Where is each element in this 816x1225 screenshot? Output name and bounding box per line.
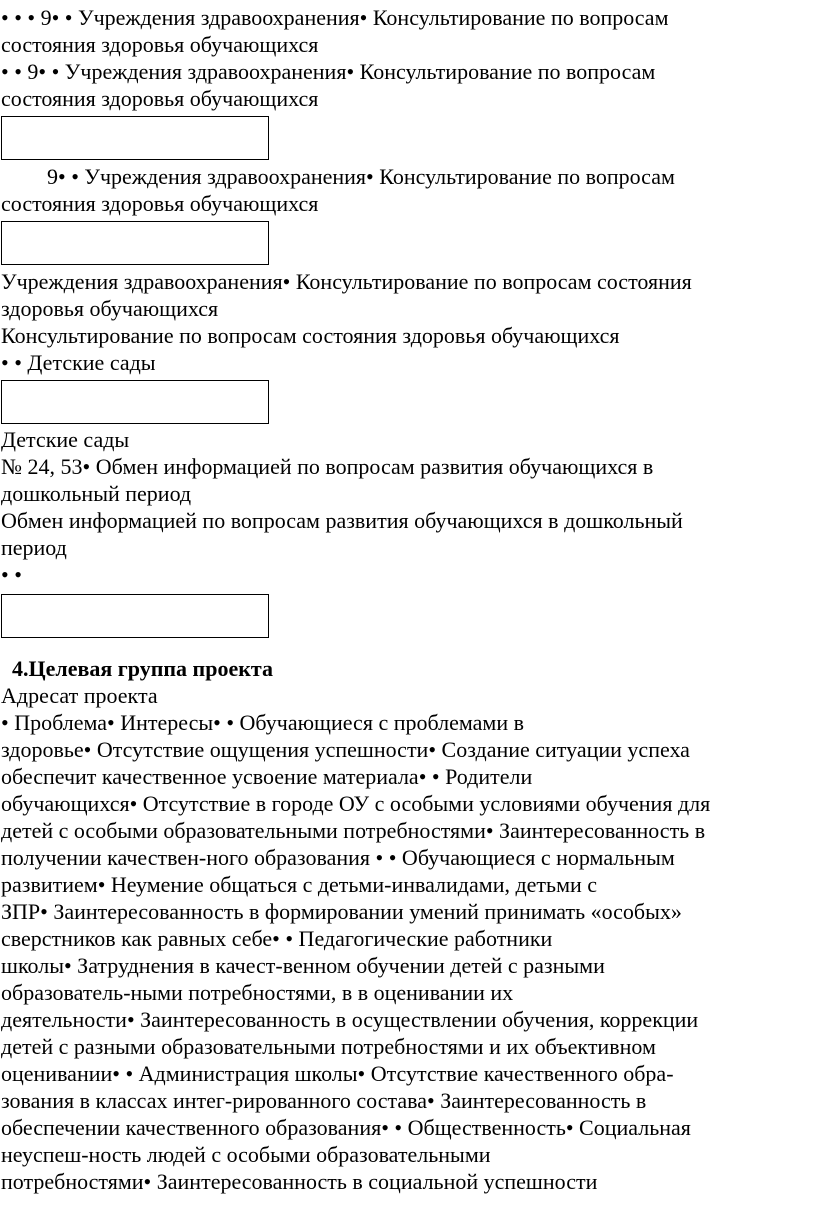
text-line: • • Детские сады xyxy=(1,350,156,375)
text-line: Детские сады xyxy=(1,427,130,452)
body-line: оценивании• • Администрация школы• Отсутствие качественного обра- xyxy=(1,1061,674,1086)
text-line: Учреждения здравоохранения• Консультирование по вопросам состояния xyxy=(1,269,692,294)
text-line: состояния здоровья обучающихся xyxy=(1,191,319,216)
body-line: • Проблема• Интересы• • Обучающиеся с проблемами в xyxy=(1,710,524,735)
text-line: период xyxy=(1,535,67,560)
body-line: сверстников как равных себе• • Педагогические работники xyxy=(1,926,553,951)
section-heading: 4.Целевая группа проекта xyxy=(12,656,273,681)
text-line: • • xyxy=(1,562,22,587)
body-line: деятельности• Заинтересованность в осуществлении обучения, коррекции xyxy=(1,1007,699,1032)
body-line: детей с особыми образовательными потребностями• Заинтересованность в xyxy=(1,818,706,843)
section-body xyxy=(0,709,816,1195)
body-line: развитием• Неумение общаться с детьми-инвалидами, детьми с xyxy=(1,872,598,897)
body-line: детей с разными образовательными потребностями и их объективном xyxy=(1,1034,656,1059)
body-line: неуспеш-ность людей с особыми образовательными xyxy=(1,1142,491,1167)
section-subheading: Адресат проекта xyxy=(1,683,158,708)
empty-box xyxy=(1,380,269,424)
text-line: 9• • Учреждения здравоохранения• Консультирование по вопросам xyxy=(47,164,675,189)
body-line: здоровье• Отсутствие ощущения успешности• Создание ситуации успеха xyxy=(1,737,690,762)
text-line: состояния здоровья обучающихся xyxy=(1,86,319,111)
body-line: школы• Затруднения в качест-венном обучении детей с разными xyxy=(1,953,605,978)
body-line: потребностями• Заинтересованность в социальной успешности xyxy=(1,1169,598,1194)
text-line: Консультирование по вопросам состояния здоровья обучающихся xyxy=(1,323,620,348)
empty-box xyxy=(1,116,269,160)
empty-box xyxy=(1,221,269,265)
body-line: обеспечении качественного образования• • Общественность• Социальная xyxy=(1,1115,691,1140)
body-line: обучающихся• Отсутствие в городе ОУ с особыми условиями обучения для xyxy=(1,791,711,816)
body-line: образователь-ными потребностями, в в оценивании их xyxy=(1,980,514,1005)
body-line: зования в классах интег-рированного состава• Заинтересованность в xyxy=(1,1088,647,1113)
empty-box xyxy=(1,594,269,638)
text-line: здоровья обучающихся xyxy=(1,296,219,321)
text-line: • • 9• • Учреждения здравоохранения• Консультирование по вопросам xyxy=(1,59,656,84)
text-line: • • • 9• • Учреждения здравоохранения• Консультирование по вопросам xyxy=(1,5,669,30)
text-line: состояния здоровья обучающихся xyxy=(1,32,319,57)
body-line: получении качествен-ного образования • • Обучающиеся с нормальным xyxy=(1,845,675,870)
body-line: обеспечит качественное усвоение материала• • Родители xyxy=(1,764,533,789)
text-line: № 24, 53• Обмен информацией по вопросам развития обучающихся в xyxy=(1,454,654,479)
text-line: Обмен информацией по вопросам развития обучающихся в дошкольный xyxy=(1,508,683,533)
text-line: дошкольный период xyxy=(1,481,192,506)
body-line: ЗПР• Заинтересованность в формировании умений принимать «особых» xyxy=(1,899,682,924)
